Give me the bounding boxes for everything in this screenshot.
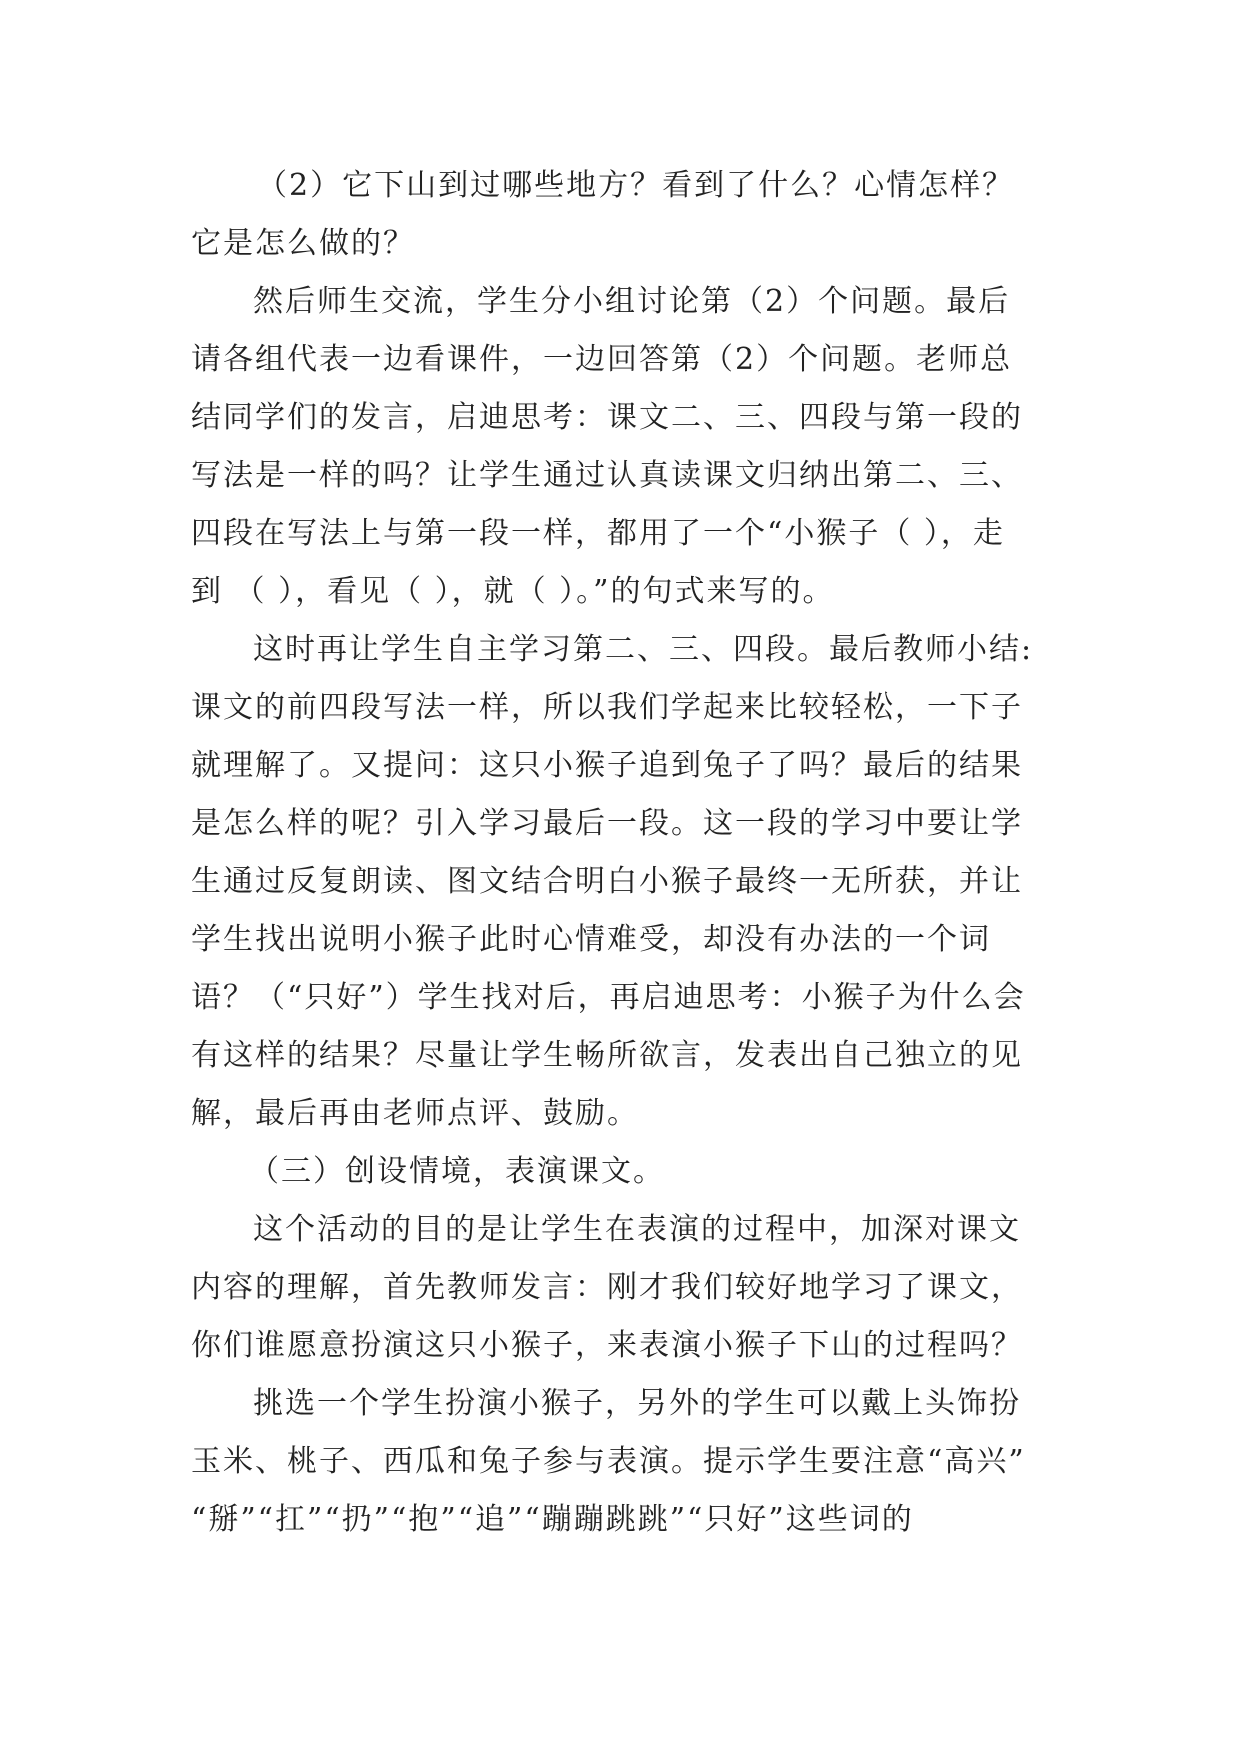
- text-line: 这时再让学生自主学习第二、三、四段。最后教师小结:: [253, 632, 1034, 667]
- text-line: 它是怎么做的？: [191, 226, 415, 261]
- text-line: 结同学们的发言，启迪思考：课文二、三、四段与第一段的: [191, 400, 1023, 435]
- text-line: 课文的前四段写法一样，所以我们学起来比较轻松，一下子: [191, 690, 1023, 725]
- text-line: （2）它下山到过哪些地方？看到了什么？心情怎样？: [257, 168, 1015, 203]
- text-line: 有这样的结果？尽量让学生畅所欲言，发表出自己独立的见: [191, 1038, 1023, 1073]
- text-line: 玉米、桃子、西瓜和兔子参与表演。提示学生要注意“高兴”: [191, 1444, 1026, 1479]
- section-heading: （三）创设情境，表演课文。: [249, 1154, 665, 1189]
- text-line: 这个活动的目的是让学生在表演的过程中，加深对课文: [253, 1212, 1021, 1247]
- text-line: 四段在写法上与第一段一样，都用了一个“小猴子（ ），走: [191, 516, 1005, 551]
- text-line: 然后师生交流，学生分小组讨论第（2）个问题。最后: [253, 284, 1011, 319]
- text-line: 就理解了。又提问：这只小猴子追到兔子了吗？最后的结果: [191, 748, 1023, 783]
- text-line: 你们谁愿意扮演这只小猴子，来表演小猴子下山的过程吗？: [191, 1328, 1023, 1363]
- text-line: “掰”“扛”“扔”“抱”“追”“蹦蹦跳跳”“只好”这些词的: [191, 1502, 914, 1537]
- text-line: 挑选一个学生扮演小猴子，另外的学生可以戴上头饰扮: [253, 1386, 1021, 1421]
- text-line: 学生找出说明小猴子此时心情难受，却没有办法的一个词: [191, 922, 991, 957]
- text-line: 内容的理解，首先教师发言：刚才我们较好地学习了课文，: [191, 1270, 1023, 1305]
- text-line: 请各组代表一边看课件，一边回答第（2）个问题。老师总: [191, 342, 1013, 377]
- document-body: [191, 157, 1071, 1549]
- text-line: 解，最后再由老师点评、鼓励。: [191, 1096, 639, 1131]
- text-line: 是怎么样的呢？引入学习最后一段。这一段的学习中要让学: [191, 806, 1023, 841]
- text-line: 语？（“只好”）学生找对后，再启迪思考：小猴子为什么会: [191, 980, 1026, 1015]
- text-line: 写法是一样的吗？让学生通过认真读课文归纳出第二、三、: [191, 458, 1023, 493]
- text-line: 到 （ ），看见（ ），就（ ）。”的句式来写的。: [191, 574, 835, 609]
- text-line: 生通过反复朗读、图文结合明白小猴子最终一无所获，并让: [191, 864, 1023, 899]
